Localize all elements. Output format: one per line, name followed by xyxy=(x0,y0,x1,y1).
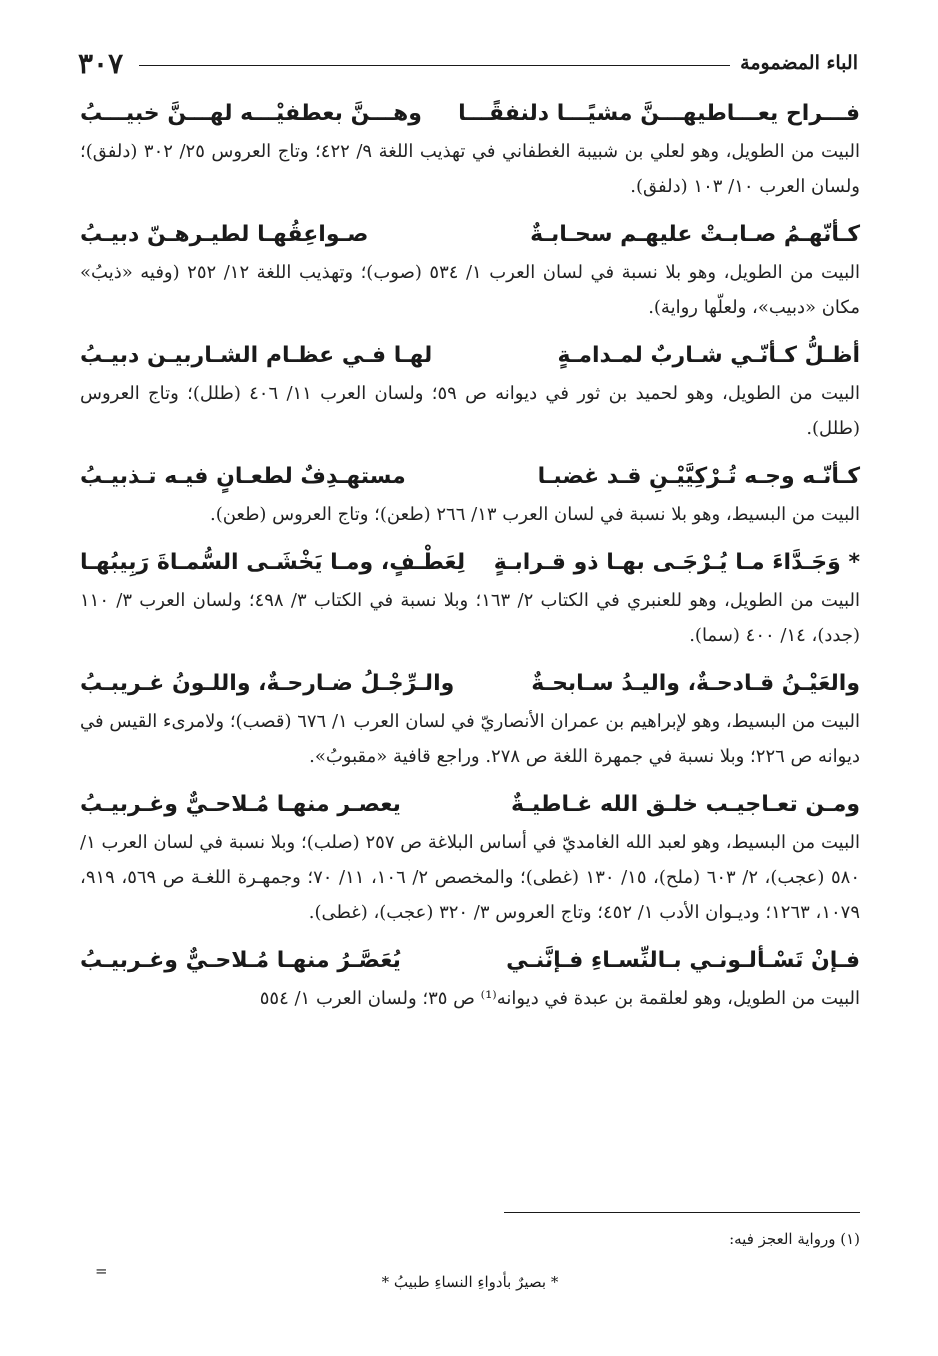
poem-entry xyxy=(80,215,860,325)
verse-line xyxy=(80,457,860,497)
verse-line xyxy=(80,543,860,583)
footnotes xyxy=(80,1212,860,1297)
second-hemistich: والـرِّجْـلُ ضـارحـةٌ، واللـونُ غـريبـبُ xyxy=(80,671,455,696)
first-hemistich: والعَيْـنُ قـادحـةٌ، واليـدُ سـابحـةٌ xyxy=(531,671,860,696)
second-hemistich: يُعَصَّـرُ منهـا مُـلاحـيٌّ وغـربيـبُ xyxy=(80,948,401,973)
page-header xyxy=(78,40,858,80)
page-body xyxy=(80,94,860,1027)
verse-commentary: البيت من البسيط، وهو لإبراهيم بن عمران الأنصاريّ في لسان العرب ١/ ٦٧٦ (قصب)؛ ولامرىء القيس في ديوانه ص ٢٢٦؛ وبلا نسبة في جمهرة اللغة ص ٢٧٨. وراجع قافية «مقبوبُ». xyxy=(80,711,860,767)
second-hemistich: لهـا فـي عظـام الشـاربيـن دبيـبُ xyxy=(80,343,433,368)
verse-commentary: البيت من الطويل، وهو لعلي بن شبيبة الغطفاني في تهذيب اللغة ٩/ ٤٢٢؛ وتاج العروس ٢٥/ ٣٠٢ (دلفق)؛ ولسان العرب ١٠/ ١٠٣ (دلفق). xyxy=(80,141,860,197)
verse-commentary: البيت من البسيط، وهو بلا نسبة في لسان العرب ١٣/ ٢٦٦ (طعن)؛ وتاج العروس (طعن). xyxy=(209,504,860,525)
verse-commentary: البيت من الطويل، وهو للعنبري في الكتاب ٢/ ١٦٣؛ وبلا نسبة في الكتاب ٣/ ٤٩٨؛ ولسان العرب ٣/ ١١٠ (جدد)، ١٤/ ٤٠٠ (سما). xyxy=(80,590,860,646)
verse-line xyxy=(80,215,860,255)
verse-commentary: البيت من الطويل، وهو لحميد بن ثور في ديوانه ص ٥٩؛ ولسان العرب ١١/ ٤٠٦ (طلل)؛ وتاج العروس (طلل). xyxy=(80,383,860,439)
first-hemistich: كـأنّـه وجـه تُـرْكِيَّيْـنِ قـد غضبـا xyxy=(537,464,860,489)
first-hemistich: * وَجَـدَّاءَ مـا يُـرْجَـى بهـا ذو قـرابـةٍ xyxy=(493,550,860,575)
first-hemistich: أظـلُّ كـأنّـي شـاربٌ لمـدامـةٍ xyxy=(557,343,860,368)
continuation-mark: = xyxy=(95,1262,108,1280)
verse-line xyxy=(80,785,860,825)
poem-entry xyxy=(80,785,860,930)
second-hemistich: يعصـر منهـا مُـلاحـيٌّ وغـربيـبُ xyxy=(80,792,401,817)
first-hemistich: ومـن تعـاجيـب خلـق الله غـاطيـةٌ xyxy=(510,792,860,817)
footnote-text: (١) ورواية العجز فيه: xyxy=(729,1230,860,1248)
verse-line xyxy=(80,941,860,981)
section-title: الباء المضمومة xyxy=(740,52,858,74)
poem-entry xyxy=(80,941,860,1016)
verse-commentary: البيت من الطويل، وهو بلا نسبة في لسان العرب ١/ ٥٣٤ (صوب)؛ وتهذيب اللغة ١٢/ ٢٥٢ (وفيه «ذيبُ» مكان «دبيب»، ولعلّها رواية). xyxy=(80,262,860,318)
second-hemistich: وهـــنَّ بعطفيْـــه لهـــنَّ خبيـــبُ xyxy=(80,101,422,126)
first-hemistich: كـأنّهـمُ صـابـتْ عليهـم سحـابـةٌ xyxy=(530,222,860,247)
poem-entry xyxy=(80,543,860,653)
footnote-verse: * بصيرٌ بأدواءِ النساءِ طبيبُ * xyxy=(381,1273,559,1291)
poem-entry xyxy=(80,94,860,204)
verse-line xyxy=(80,94,860,134)
header-rule xyxy=(139,65,730,66)
verse-line xyxy=(80,664,860,704)
footnote-rule xyxy=(504,1212,860,1213)
second-hemistich: مستهـدِفٌ لطعـانٍ فيـه تـذبيـبُ xyxy=(80,464,406,489)
poem-entry xyxy=(80,664,860,774)
page-number: ٣٠٧ xyxy=(78,47,124,80)
verse-commentary: البيت من البسيط، وهو لعبد الله الغامديّ في أساس البلاغة ص ٢٥٧ (صلب)؛ وبلا نسبة في لسان العرب ١/ ٥٨٠ (عجب)، ٢/ ٦٠٣ (ملح)، ١٥/ ١٣٠ (غطى)؛ والمخصص ٢/ ١٠٦، ١١/ ٧٠؛ وجمهـرة اللغـة ص ٥٦٩، ٩١٩، ١٠٧٩، ١٢٦٣؛ وديـوان الأدب ١/ ٤٥٢؛ وتاج العروس ٣/ ٣٢٠ (عجب)، (غطى). xyxy=(80,832,860,923)
second-hemistich: صـواعِقُهـا لطيـرهـنّ دبيـبُ xyxy=(80,222,369,247)
poem-entry xyxy=(80,457,860,532)
verse-commentary: البيت من الطويل، وهو لعلقمة بن عبدة في ديوانه⁽¹⁾ ص ٣٥؛ ولسان العرب ١/ ٥٥٤ xyxy=(259,988,860,1009)
second-hemistich: لِعَطْـفٍ، ومـا يَخْشَـى السُّمـاةَ رَبِيبُهـا xyxy=(80,550,466,575)
first-hemistich: فـإنْ تَسْـألـونـي بـالنِّسـاءِ فـإنَّنـي xyxy=(506,948,860,973)
poem-entry xyxy=(80,336,860,446)
verse-line xyxy=(80,336,860,376)
first-hemistich: فـــراح يعـــاطيهـــنَّ مشيًـــا دلنفقًـــا xyxy=(458,101,860,126)
